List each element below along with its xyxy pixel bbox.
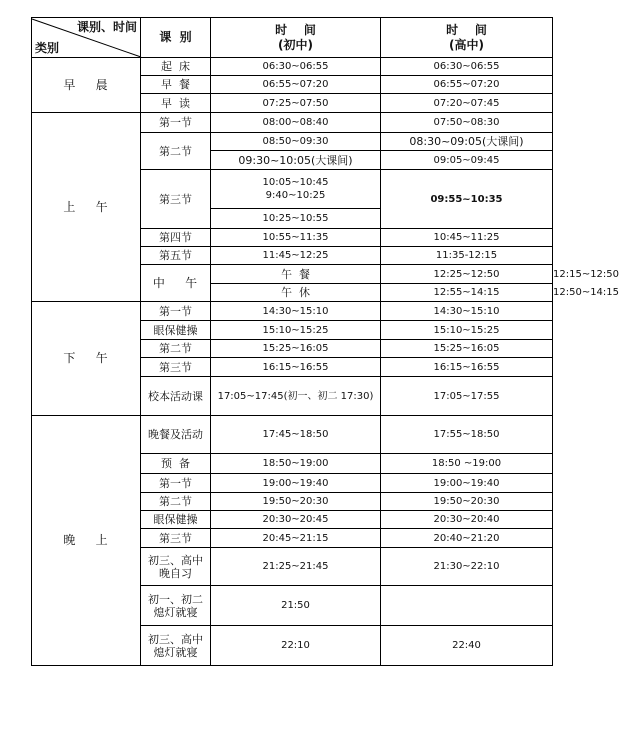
item-cell: 午 餐 <box>211 265 381 284</box>
item-cell: 起 床 <box>141 58 211 76</box>
junior-time: 10:25~10:55 <box>211 209 381 229</box>
header-senior-line2: (高中) <box>449 37 484 52</box>
senior-time: 17:05~17:55 <box>381 377 553 416</box>
senior-time: 07:50~08:30 <box>381 113 553 133</box>
senior-time: 06:55~07:20 <box>381 76 553 94</box>
senior-time: 08:30~09:05(大课间) <box>381 133 553 151</box>
header-junior-line1: 时 间 <box>275 22 316 37</box>
header-senior <box>381 18 553 58</box>
item-cell: 初一、初二熄灯就寝 <box>141 586 211 626</box>
senior-time: 18:50 ~19:00 <box>381 454 553 474</box>
header-row <box>32 18 553 58</box>
item-cell: 早 餐 <box>141 76 211 94</box>
junior-time: 12:55~14:15 <box>381 284 553 302</box>
senior-time: 14:30~15:10 <box>381 302 553 321</box>
junior-time: 14:30~15:10 <box>211 302 381 321</box>
junior-time: 15:25~16:05 <box>211 340 381 358</box>
senior-time: 19:00~19:40 <box>381 474 553 493</box>
senior-time: 15:25~16:05 <box>381 340 553 358</box>
category-evening: 晚 上 <box>32 416 141 666</box>
junior-time: 09:30~10:05(大课间) <box>211 151 381 170</box>
item-cell: 第一节 <box>141 113 211 133</box>
senior-time: 15:10~15:25 <box>381 321 553 340</box>
schedule-table <box>31 17 619 666</box>
junior-time: 20:45~21:15 <box>211 529 381 548</box>
item-cell: 第一节 <box>141 302 211 321</box>
junior-time: 17:45~18:50 <box>211 416 381 454</box>
category-noon: 中 午 <box>141 265 211 302</box>
junior-time: 06:30~06:55 <box>211 58 381 76</box>
junior-time: 9:40~10:25 <box>265 190 326 201</box>
senior-time: 22:40 <box>381 626 553 666</box>
senior-time: 09:05~09:45 <box>381 151 553 170</box>
senior-time <box>381 586 553 626</box>
item-cell: 初三、高中晚自习 <box>141 548 211 586</box>
item-cell: 第二节 <box>141 493 211 511</box>
corner-bottom-label: 类别 <box>35 40 60 55</box>
senior-time: 16:15~16:55 <box>381 358 553 377</box>
item-cell: 预 备 <box>141 454 211 474</box>
item-cell: 第四节 <box>141 229 211 247</box>
header-senior-line1: 时 间 <box>446 22 487 37</box>
item-cell: 眼保健操 <box>141 511 211 529</box>
senior-time: 06:30~06:55 <box>381 58 553 76</box>
junior-time: 07:25~07:50 <box>211 94 381 113</box>
header-subject: 课 别 <box>141 18 211 58</box>
junior-time: 19:00~19:40 <box>211 474 381 493</box>
item-cell: 第一节 <box>141 474 211 493</box>
item-cell: 校本活动课 <box>141 377 211 416</box>
junior-time: 15:10~15:25 <box>211 321 381 340</box>
junior-time: 19:50~20:30 <box>211 493 381 511</box>
senior-time: 11:35-12:15 <box>381 247 553 265</box>
category-morning: 早 晨 <box>32 58 141 113</box>
header-junior <box>211 18 381 58</box>
junior-time: 12:25~12:50 <box>381 265 553 284</box>
item-cell: 第二节 <box>141 340 211 358</box>
junior-time: 22:10 <box>211 626 381 666</box>
senior-time: 07:20~07:45 <box>381 94 553 113</box>
senior-time: 17:55~18:50 <box>381 416 553 454</box>
senior-time: 21:30~22:10 <box>381 548 553 586</box>
category-pm: 下 午 <box>32 302 141 416</box>
header-corner-cell <box>32 18 141 58</box>
senior-time: 19:50~20:30 <box>381 493 553 511</box>
item-cell: 初三、高中熄灯就寝 <box>141 626 211 666</box>
junior-time: 17:05~17:45(初一、初二 17:30) <box>211 377 381 416</box>
junior-time: 18:50~19:00 <box>211 454 381 474</box>
table-row: 午 休 12:55~14:15 12:50~14:15 <box>32 284 553 302</box>
senior-time: 10:45~11:25 <box>381 229 553 247</box>
item-cell: 第三节 <box>141 170 211 229</box>
item-cell: 眼保健操 <box>141 321 211 340</box>
junior-time: 16:15~16:55 <box>211 358 381 377</box>
table-row: 中 午 午 餐 12:25~12:50 12:15~12:50 <box>32 265 553 284</box>
table-row <box>32 416 553 454</box>
junior-time: 08:50~09:30 <box>211 133 381 151</box>
junior-time: 06:55~07:20 <box>211 76 381 94</box>
junior-time: 21:25~21:45 <box>211 548 381 586</box>
junior-time: 08:00~08:40 <box>211 113 381 133</box>
senior-time: 20:30~20:40 <box>381 511 553 529</box>
category-am: 上 午 <box>32 113 141 302</box>
junior-time: 10:55~11:35 <box>211 229 381 247</box>
item-cell: 第三节 <box>141 529 211 548</box>
junior-time: 11:45~12:25 <box>211 247 381 265</box>
item-cell: 第二节 <box>141 133 211 170</box>
schedule-sheet <box>31 17 619 666</box>
table-row <box>32 113 553 133</box>
item-cell: 晚餐及活动 <box>141 416 211 454</box>
item-cell: 第五节 <box>141 247 211 265</box>
item-cell: 早 读 <box>141 94 211 113</box>
corner-top-label: 课别、时间 <box>76 19 137 34</box>
header-junior-line2: (初中) <box>278 37 313 52</box>
junior-time: 21:50 <box>211 586 381 626</box>
item-cell: 第三节 <box>141 358 211 377</box>
table-row <box>32 58 553 76</box>
junior-time: 10:05~10:45 <box>262 177 329 188</box>
senior-time: 09:55~10:35 <box>381 170 553 229</box>
table-row <box>32 302 553 321</box>
senior-time: 20:40~21:20 <box>381 529 553 548</box>
junior-time: 20:30~20:45 <box>211 511 381 529</box>
item-cell: 午 休 <box>211 284 381 302</box>
junior-time-stack <box>211 170 381 209</box>
